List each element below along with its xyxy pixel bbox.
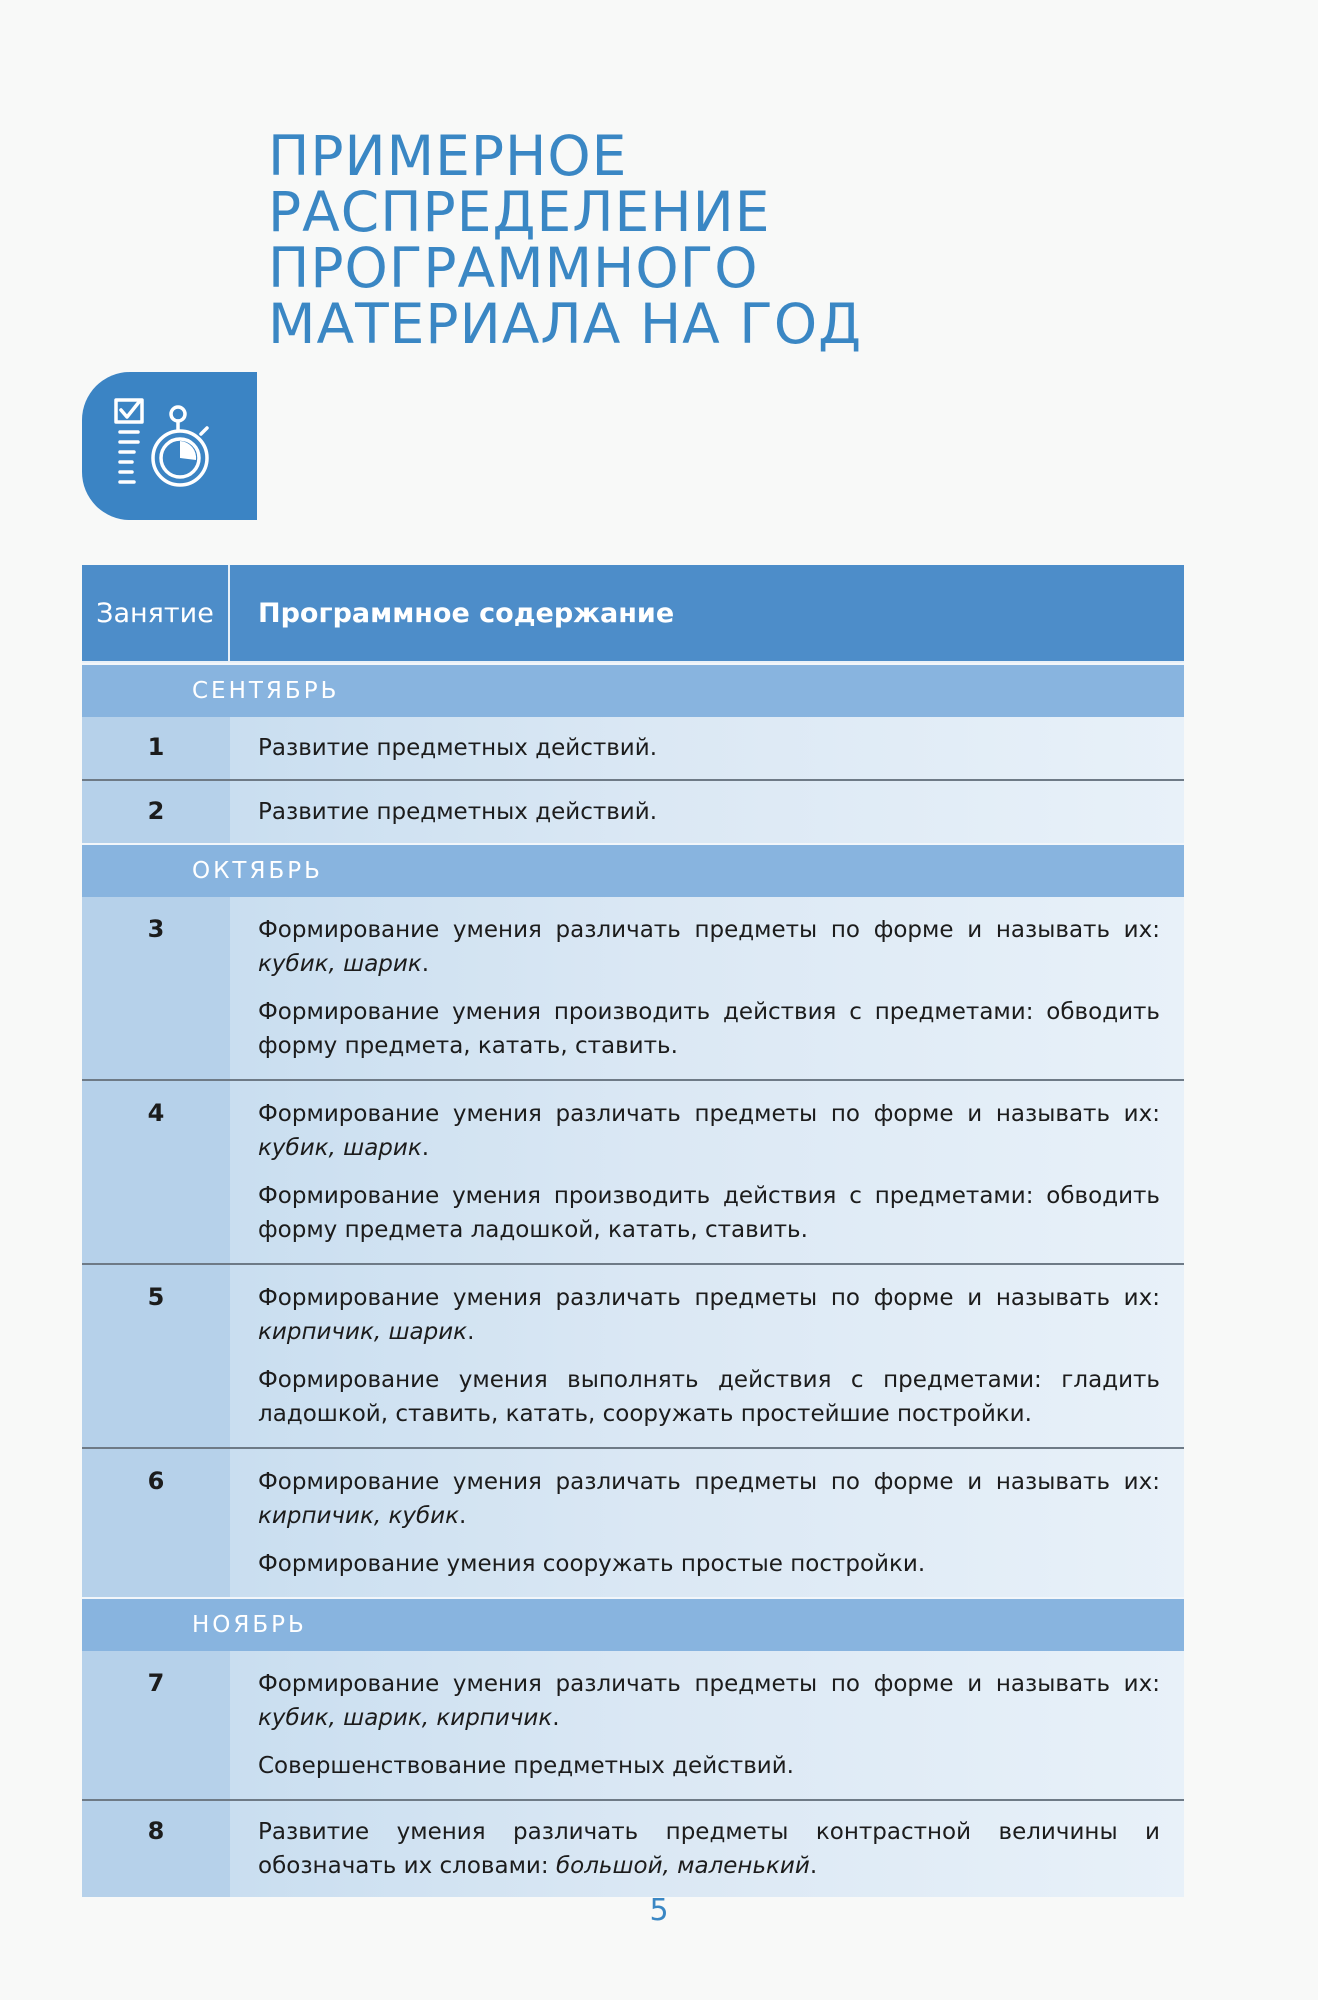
paragraph-italic-terms: кубик, шарик <box>258 1135 422 1161</box>
content-paragraph <box>258 1815 1160 1883</box>
paragraph-text: Формирование умения различать предметы по форме и называть их: <box>258 1469 1160 1495</box>
lesson-number: 6 <box>82 1449 230 1597</box>
lesson-content <box>230 897 1184 1079</box>
content-paragraph <box>258 1281 1160 1349</box>
table-row <box>82 779 1184 843</box>
table-row <box>82 1799 1184 1897</box>
paragraph-tail: . <box>421 951 430 977</box>
table-row <box>82 1447 1184 1597</box>
paragraph-text: Формирование умения различать предметы по форме и называть их: <box>258 1285 1160 1311</box>
content-paragraph <box>258 1547 1160 1581</box>
content-paragraph <box>258 995 1160 1063</box>
paragraph-tail: . <box>467 1319 475 1345</box>
page-title <box>268 124 968 356</box>
title-line: РАСПРЕДЕЛЕНИЕ <box>268 180 771 244</box>
month-row: ОКТЯБРЬ <box>82 843 1184 897</box>
content-paragraph <box>258 913 1160 981</box>
lesson-content <box>230 1449 1184 1597</box>
table-row <box>82 897 1184 1079</box>
month-row: СЕНТЯБРЬ <box>82 663 1184 717</box>
paragraph-italic-terms: кубик, шарик, кирпичик <box>258 1705 553 1731</box>
lesson-number: 8 <box>82 1801 230 1897</box>
paragraph-text: Развитие умения различать предметы контрастной величины и обозначать их словами: <box>258 1819 1160 1879</box>
content-paragraph <box>258 1749 1160 1783</box>
title-line: ПРИМЕРНОЕ <box>268 124 628 188</box>
section-badge <box>82 372 257 520</box>
paragraph-text: Формирование умения различать предметы по форме и называть их: <box>258 1101 1160 1127</box>
content-paragraph <box>258 795 1160 829</box>
paragraph-tail: . <box>552 1705 560 1731</box>
table-row <box>82 1079 1184 1263</box>
lesson-content <box>230 717 1184 779</box>
title-line: МАТЕРИАЛА НА ГОД <box>268 292 863 356</box>
title-line: ПРОГРАММНОГО <box>268 236 759 300</box>
paragraph-text: Формирование умения производить действия с предметами: обводить форму предмета ладошкой, катать, ставить. <box>258 1183 1160 1243</box>
content-paragraph <box>258 1097 1160 1165</box>
paragraph-text: Формирование умения различать предметы по форме и называть их: <box>258 917 1160 943</box>
paragraph-text: Развитие предметных действий. <box>258 735 658 761</box>
paragraph-tail: . <box>809 1853 818 1879</box>
page-number: 5 <box>649 1893 669 1928</box>
paragraph-text: Формирование умения производить действия с предметами: обводить форму предмета, катать, ставить. <box>258 999 1160 1059</box>
content-paragraph <box>258 1465 1160 1533</box>
header-content: Программное содержание <box>258 597 675 629</box>
lesson-number: 1 <box>82 717 230 779</box>
lesson-content <box>230 1801 1184 1897</box>
month-row: НОЯБРЬ <box>82 1597 1184 1651</box>
table-row <box>82 1651 1184 1799</box>
lesson-number: 7 <box>82 1651 230 1799</box>
paragraph-text: Совершенствование предметных действий. <box>258 1753 794 1779</box>
content-paragraph <box>258 1667 1160 1735</box>
lesson-number: 5 <box>82 1265 230 1447</box>
paragraph-text: Формирование умения различать предметы по форме и называть их: <box>258 1671 1160 1697</box>
paragraph-italic-terms: большой, маленький <box>555 1853 810 1879</box>
lesson-number: 4 <box>82 1081 230 1263</box>
table-header <box>82 565 1184 663</box>
paragraph-italic-terms: кирпичик, шарик <box>258 1319 468 1345</box>
paragraph-text: Развитие предметных действий. <box>258 799 658 825</box>
lesson-content <box>230 1081 1184 1263</box>
lesson-content <box>230 781 1184 843</box>
paragraph-tail: . <box>459 1503 467 1529</box>
lesson-content <box>230 1265 1184 1447</box>
paragraph-text: Формирование умения выполнять действия с предметами: гладить ладошкой, ставить, катать, сооружать простейшие постройки. <box>258 1367 1160 1427</box>
lesson-content <box>230 1651 1184 1799</box>
lesson-number: 3 <box>82 897 230 1079</box>
paragraph-text: Формирование умения сооружать простые постройки. <box>258 1551 926 1577</box>
table-row <box>82 1263 1184 1447</box>
checklist-stopwatch-icon <box>112 396 222 496</box>
table-row <box>82 717 1184 779</box>
paragraph-tail: . <box>421 1135 430 1161</box>
program-table <box>82 565 1184 1897</box>
header-lesson: Занятие <box>82 565 230 661</box>
paragraph-italic-terms: кубик, шарик <box>258 951 422 977</box>
content-paragraph <box>258 731 1160 765</box>
content-paragraph <box>258 1363 1160 1431</box>
lesson-number: 2 <box>82 781 230 843</box>
content-paragraph <box>258 1179 1160 1247</box>
paragraph-italic-terms: кирпичик, кубик <box>258 1503 460 1529</box>
